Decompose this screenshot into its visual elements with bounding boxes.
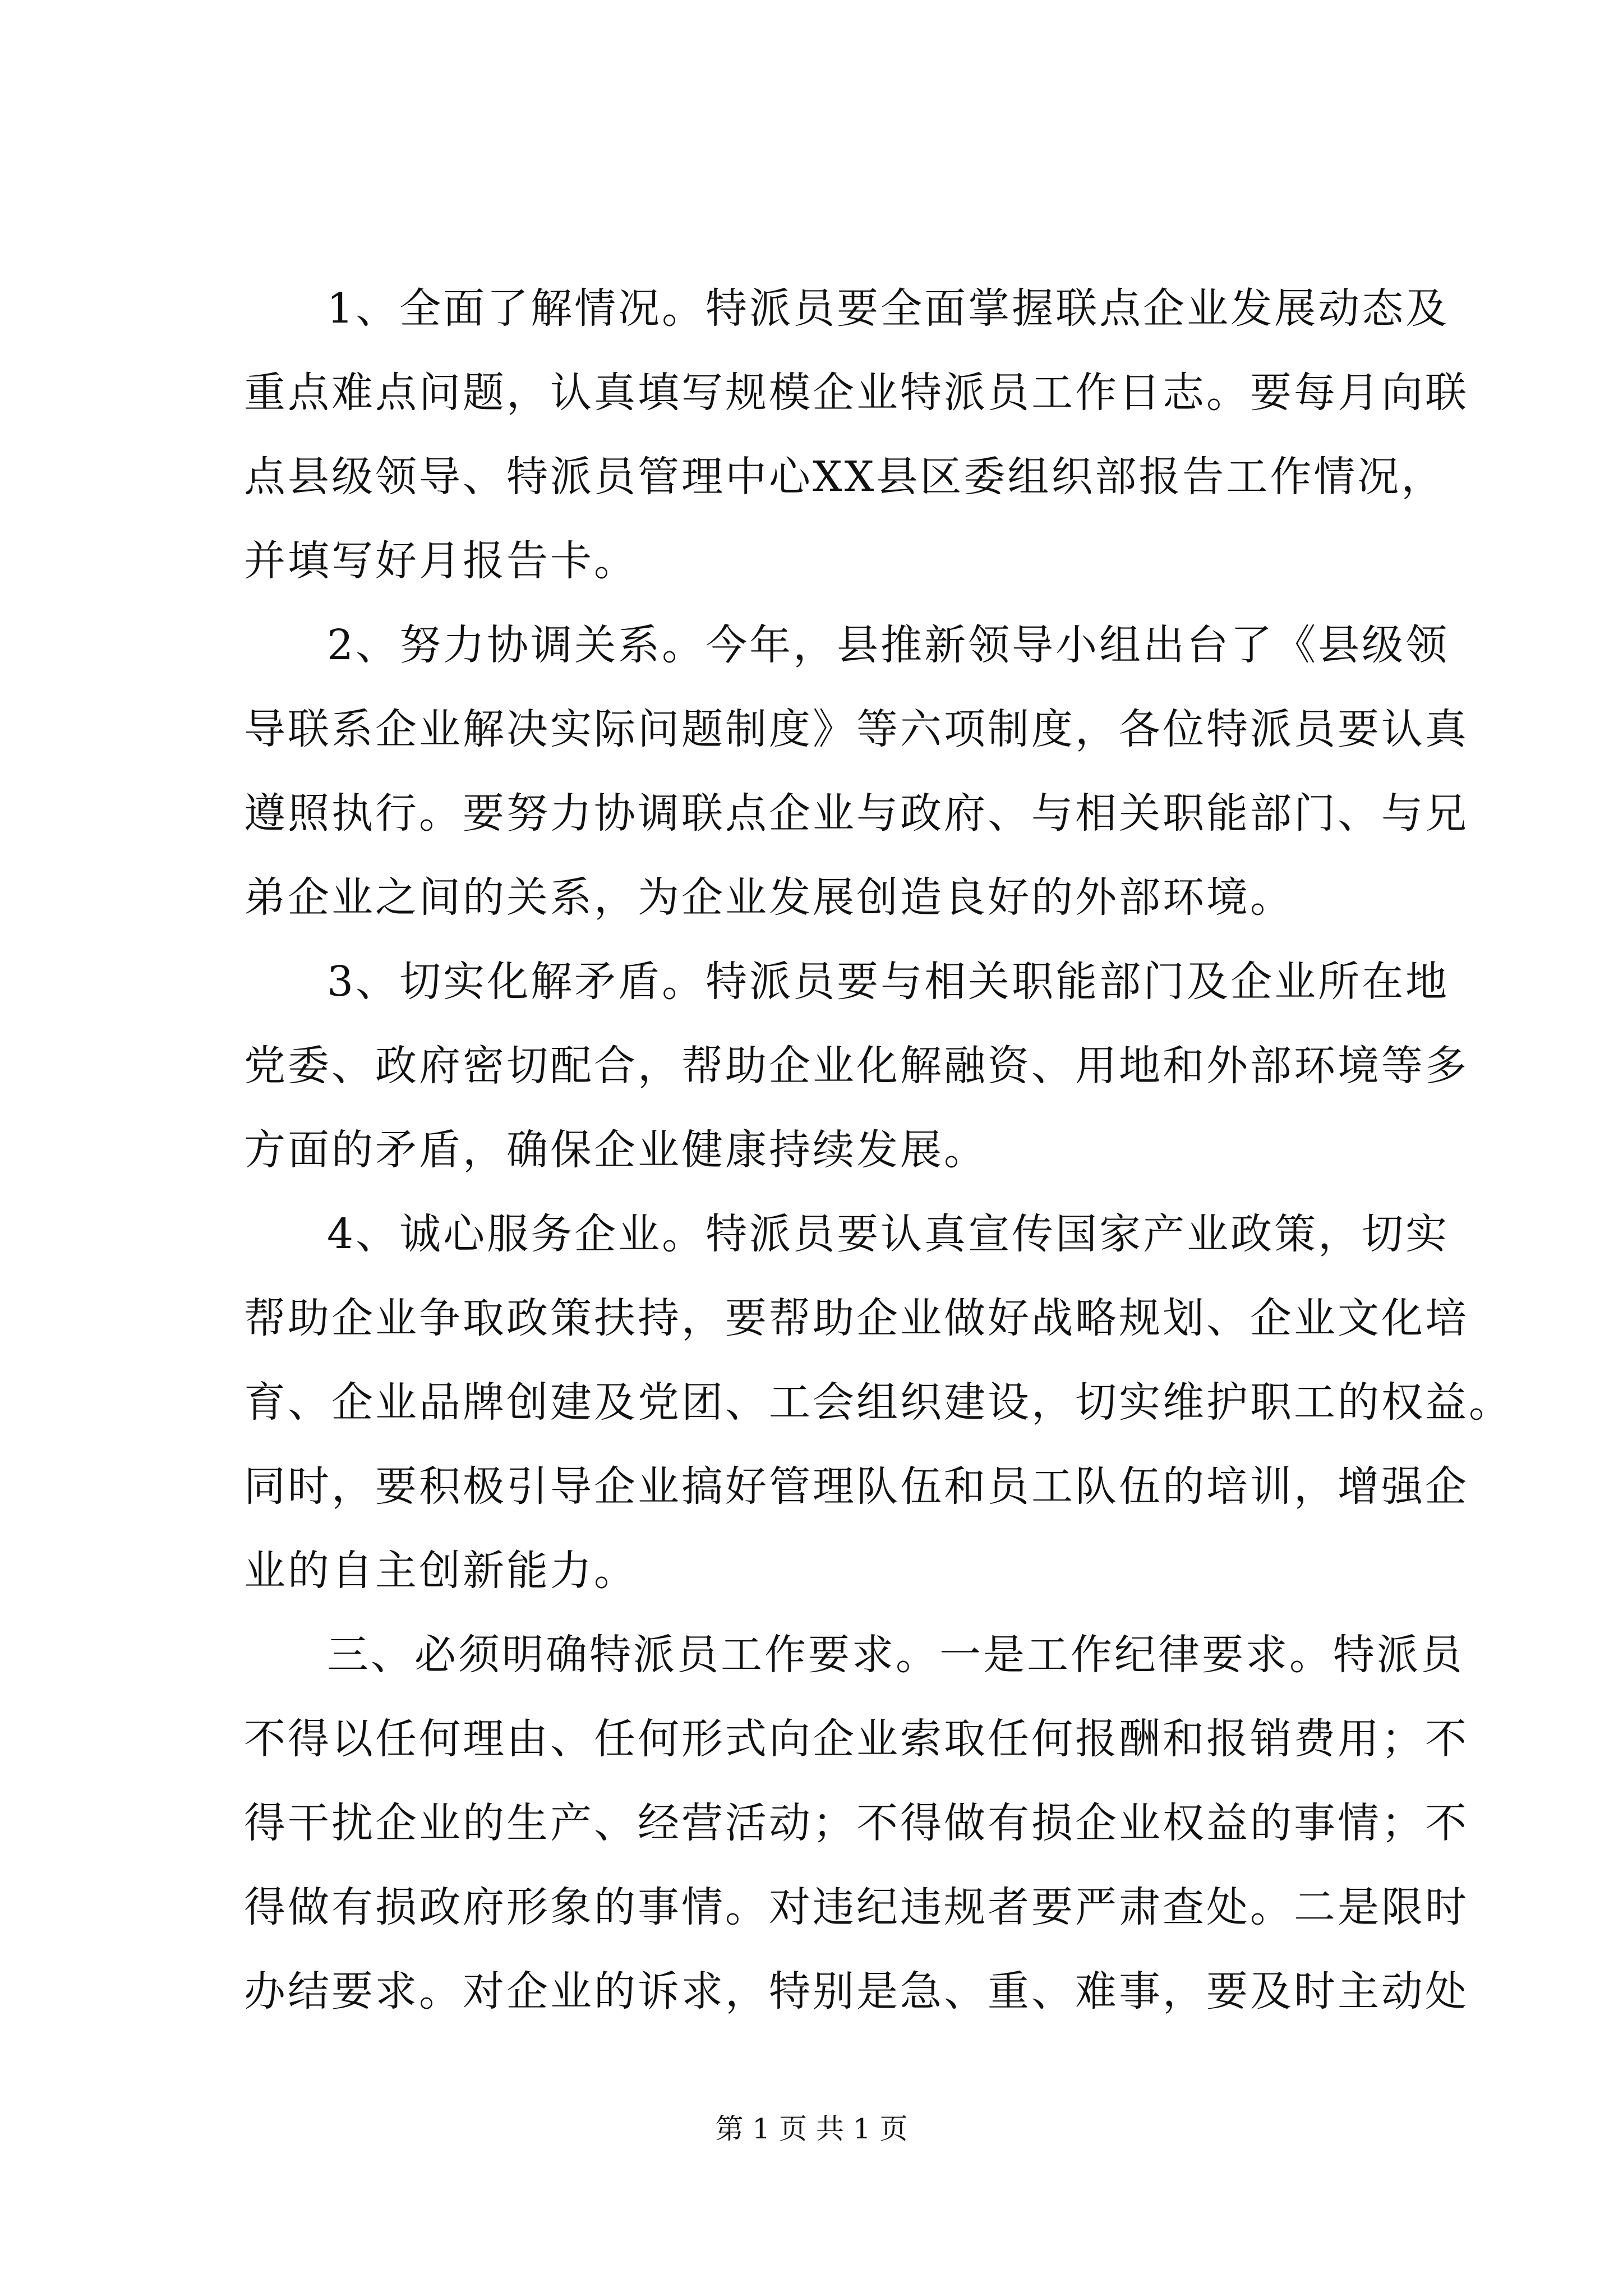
text-line: 并填写好月报告卡。 xyxy=(244,537,638,585)
text-line: 4、诚心服务企业。特派员要认真宣传国家产业政策，切实 xyxy=(327,1210,1450,1258)
text-line: 党委、政府密切配合，帮助企业化解融资、用地和外部环境等多 xyxy=(244,1042,1469,1090)
text-line: 得干扰企业的生产、经营活动；不得做有损企业权益的事情；不 xyxy=(244,1799,1469,1847)
text-line: 遵照执行。要努力协调联点企业与政府、与相关职能部门、与兄 xyxy=(244,789,1469,838)
document-body xyxy=(244,266,1513,2033)
text-line: 办结要求。对企业的诉求，特别是急、重、难事，要及时主动处 xyxy=(244,1967,1469,2016)
text-line: 业的自主创新能力。 xyxy=(244,1547,638,1595)
text-line: 三、必须明确特派员工作要求。一是工作纪律要求。特派员 xyxy=(327,1631,1464,1679)
text-line: 重点难点问题，认真填写规模企业特派员工作日志。要每月向联 xyxy=(244,369,1469,417)
text-line: 方面的矛盾，确保企业健康持续发展。 xyxy=(244,1126,988,1174)
text-line: 不得以任何理由、任何形式向企业索取任何报酬和报销费用；不 xyxy=(244,1715,1469,1763)
text-line: 2、努力协调关系。今年，县推新领导小组出台了《县级领 xyxy=(327,621,1450,669)
text-line: 得做有损政府形象的事情。对违纪违规者要严肃查处。二是限时 xyxy=(244,1883,1469,1931)
text-line: 1、全面了解情况。特派员要全面掌握联点企业发展动态及 xyxy=(327,284,1450,333)
text-line: 帮助企业争取政策扶持，要帮助企业做好战略规划、企业文化培 xyxy=(244,1294,1469,1342)
text-line: 育、企业品牌创建及党团、工会组织建设，切实维护职工的权益。 xyxy=(244,1378,1513,1427)
page-footer: 第 1 页 共 1 页 xyxy=(715,2113,908,2145)
text-line: 同时，要积极引导企业搞好管理队伍和员工队伍的培训，增强企 xyxy=(244,1462,1469,1511)
text-line: 弟企业之间的关系，为企业发展创造良好的外部环境。 xyxy=(244,873,1294,922)
text-line: 3、切实化解矛盾。特派员要与相关职能部门及企业所在地 xyxy=(327,958,1450,1006)
text-line: 点县级领导、特派员管理中心XX县区委组织部报告工作情况， xyxy=(244,453,1445,501)
text-line: 导联系企业解决实际问题制度》等六项制度，各位特派员要认真 xyxy=(244,705,1469,753)
